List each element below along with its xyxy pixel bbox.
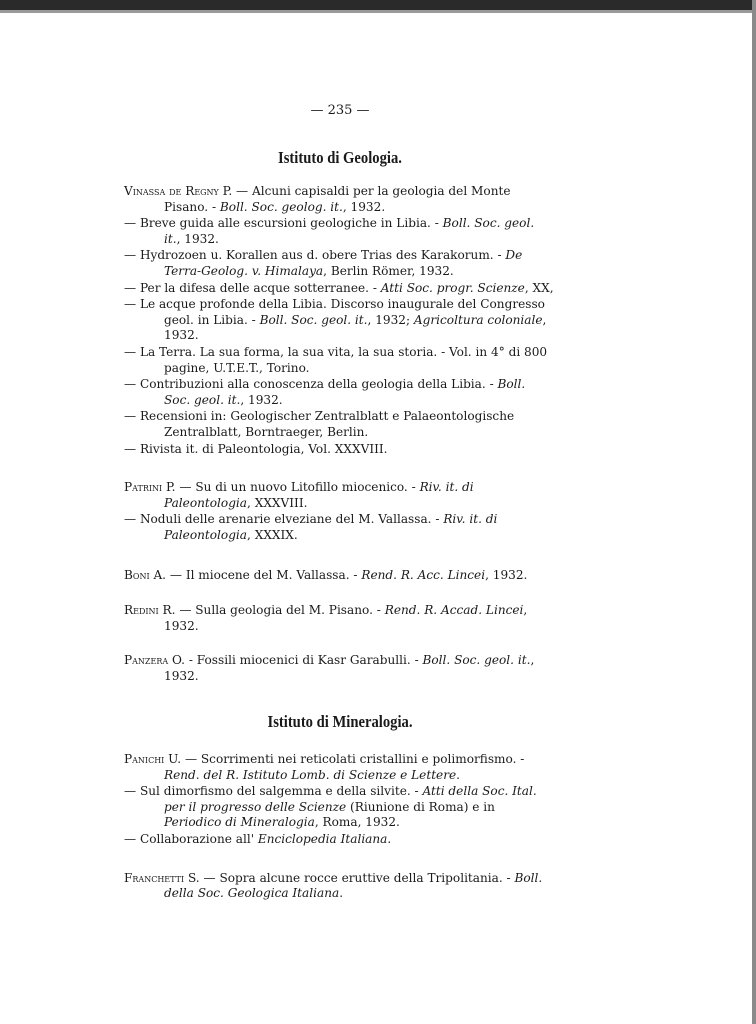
entry-vinassa-8 bbox=[124, 409, 554, 440]
entry-tail: , Berlin Römer, 1932. bbox=[323, 263, 454, 278]
journal-name: Rend. del R. Istituto Lomb. di Scienze e Lettere bbox=[164, 767, 457, 782]
section-title-geologia: Istituto di Geologia. bbox=[278, 148, 402, 167]
entry-text: — Breve guida alle escursioni geologiche in Libia. - bbox=[124, 216, 443, 231]
entry-tail: (Riunione di Roma) e in bbox=[346, 799, 495, 814]
journal-name: De Terra-Geolog. v. Himalaya bbox=[164, 248, 523, 278]
journal-name: Boll. Soc. geol. it. bbox=[422, 653, 531, 668]
entry-tail: , 1932. bbox=[176, 231, 219, 246]
entry-patrini-2 bbox=[124, 512, 554, 543]
journal-name: Agricoltura coloniale bbox=[413, 312, 543, 327]
scan-top-border bbox=[0, 0, 756, 10]
entry-redini-1 bbox=[124, 603, 554, 634]
entry-tail: , Roma, 1932. bbox=[314, 815, 400, 830]
entry-tail: . bbox=[387, 831, 392, 846]
entry-tail: , 1932. bbox=[342, 199, 386, 214]
entry-text: — Su di un nuovo Litofillo miocenico. - bbox=[175, 480, 420, 495]
entry-vinassa-5 bbox=[124, 297, 554, 344]
entry-text: — Rivista it. di Paleontologia, Vol. XXXVIII. bbox=[124, 441, 388, 456]
entry-vinassa-3 bbox=[124, 248, 554, 279]
author-patrini: Patrini P. bbox=[124, 480, 176, 495]
author-boni: Boni A. bbox=[124, 568, 167, 583]
journal-name: Riv. it. di Paleontologia bbox=[164, 512, 498, 542]
entry-vinassa-6 bbox=[124, 345, 554, 376]
entry-franchetti-1 bbox=[124, 871, 554, 902]
journal-name: Periodico di Mineralogia bbox=[164, 815, 315, 830]
author-franchetti: Franchetti S. bbox=[124, 870, 200, 885]
entry-text: — Sopra alcune rocce eruttive della Tripolitania. - bbox=[199, 870, 515, 885]
geologia-entries bbox=[124, 184, 554, 685]
entry-tail: . bbox=[339, 886, 344, 901]
entry-text: — Hydrozoen u. Korallen aus d. obere Trias des Karakorum. - bbox=[124, 248, 506, 263]
entry-text: — Noduli delle arenarie elveziane del M. Vallassa. - bbox=[124, 512, 444, 527]
entry-text: — Recensioni in: Geologischer Zentralblatt e Palaeontologische Zentralblatt, Borntraeger, Berlin. bbox=[124, 409, 515, 439]
entry-text: - Fossili miocenici di Kasr Garabulli. - bbox=[185, 653, 423, 668]
journal-name: Rend. R. Acc. Lincei bbox=[361, 568, 486, 583]
journal-name: Atti Soc. progr. Scienze bbox=[380, 280, 525, 295]
entry-text: — Sulla geologia del M. Pisano. - bbox=[175, 603, 385, 618]
journal-name: Boll. Soc. geol. it. bbox=[164, 377, 526, 407]
entry-panichi-3 bbox=[124, 832, 554, 848]
author-panichi: Panichi U. bbox=[124, 752, 182, 766]
mineralogia-entries bbox=[124, 752, 554, 903]
entry-text: — Collaborazione all' bbox=[124, 831, 258, 846]
author-panzera: Panzera O. bbox=[124, 653, 186, 668]
entry-text: — Contribuzioni alla conoscenza della geologia della Libia. - bbox=[124, 377, 498, 392]
author-vinassa: Vinassa de Regny P. bbox=[124, 184, 233, 198]
entry-text: — Il miocene del M. Vallassa. - bbox=[166, 568, 362, 583]
entry-panichi-2 bbox=[124, 784, 554, 831]
journal-name: Enciclopedia Italiana bbox=[257, 831, 388, 846]
entry-tail: , XXXVIII. bbox=[247, 495, 308, 510]
entry-tail: , 1932. bbox=[485, 568, 528, 583]
entry-vinassa-1 bbox=[124, 184, 554, 215]
entry-tail: , 1932. bbox=[164, 603, 528, 633]
journal-name: Boll. Soc. geol. it. bbox=[164, 216, 535, 246]
author-redini: Redini R. bbox=[124, 603, 176, 618]
entry-tail: , XX, bbox=[524, 280, 554, 295]
journal-name: Boll. Soc. geolog. it. bbox=[219, 199, 343, 214]
scan-right-border bbox=[752, 0, 756, 1024]
entry-vinassa-9 bbox=[124, 442, 554, 458]
entry-tail: . bbox=[456, 767, 461, 782]
scan-top-shadow bbox=[0, 10, 756, 13]
page-number: — 235 — bbox=[310, 103, 370, 118]
entry-panzera-1 bbox=[124, 653, 554, 684]
entry-patrini-1 bbox=[124, 480, 554, 511]
entry-vinassa-4 bbox=[124, 281, 554, 297]
entry-panichi-1 bbox=[124, 752, 554, 783]
entry-boni-1 bbox=[124, 568, 554, 584]
entry-tail: , 1932. bbox=[164, 653, 535, 683]
journal-name: Riv. it. di Paleontologia bbox=[164, 480, 474, 510]
entry-vinassa-2 bbox=[124, 216, 554, 247]
entry-tail: , XXXIX. bbox=[247, 527, 298, 542]
entry-text: — La Terra. La sua forma, la sua vita, la sua storia. - Vol. in 4° di 800 pagine, U.T.E.T., Torino. bbox=[124, 344, 548, 375]
entry-text: — Scorrimenti nei reticolati cristallini e polimorfismo. - bbox=[181, 752, 525, 766]
journal-name: Rend. R. Accad. Lincei bbox=[384, 603, 524, 618]
journal-name: Boll. della Soc. Geologica Italiana bbox=[164, 870, 543, 901]
entry-tail: , 1932. bbox=[164, 312, 547, 343]
entry-text: — Sul dimorfismo del salgemma e della silvite. - bbox=[124, 784, 423, 799]
entry-tail: , 1932. bbox=[240, 392, 283, 407]
journal-name: Boll. Soc. geol. it. bbox=[259, 312, 368, 327]
entry-text: — Alcuni capisaldi per la geologia del Monte Pisano. - bbox=[164, 184, 511, 214]
entry-text: — Per la difesa delle acque sotterranee. - bbox=[124, 280, 381, 295]
entry-vinassa-7 bbox=[124, 377, 554, 408]
journal-name: Atti della Soc. Ital. per il progresso delle Scienze bbox=[164, 784, 537, 814]
entry-text: — Le acque profonde della Libia. Discorso inaugurale del Congresso geol. in Libia. - bbox=[124, 297, 545, 327]
section-title-mineralogia: Istituto di Mineralogia. bbox=[267, 712, 413, 731]
entry-tail: , 1932; bbox=[367, 312, 414, 327]
